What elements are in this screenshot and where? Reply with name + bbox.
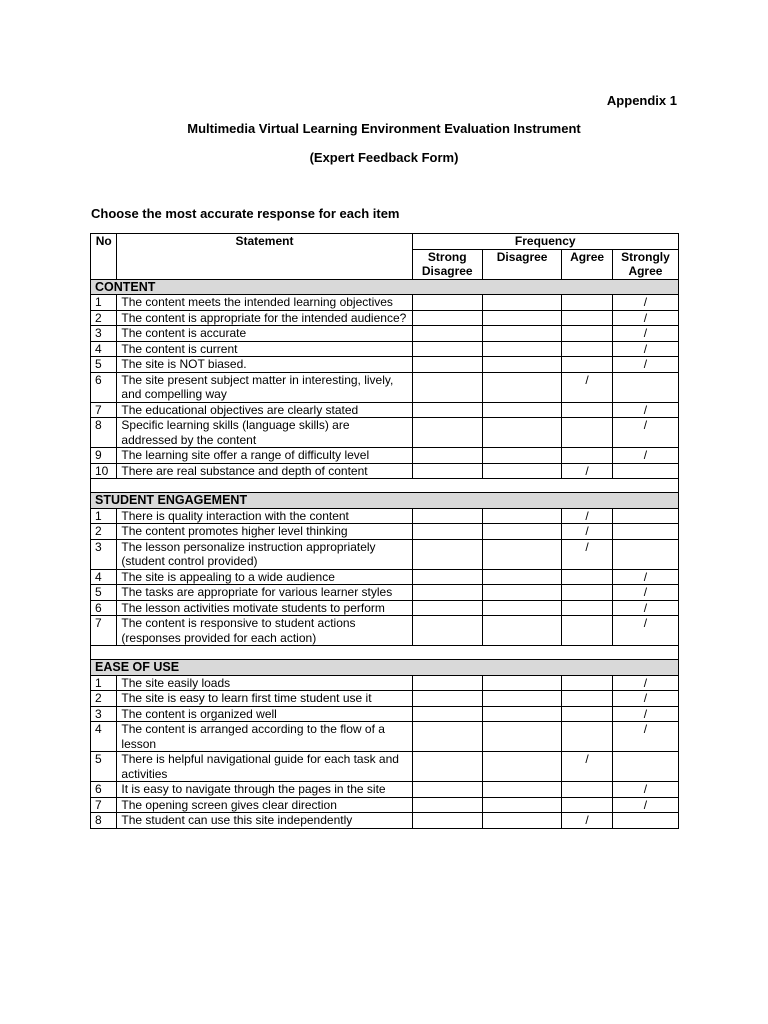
response-cell-strongly-agree[interactable] bbox=[612, 508, 678, 524]
item-statement: The site is easy to learn first time student use it bbox=[117, 691, 412, 707]
response-cell-disagree[interactable] bbox=[482, 310, 561, 326]
section-title: CONTENT bbox=[91, 279, 679, 295]
section-header-row bbox=[91, 279, 679, 295]
table-row bbox=[91, 402, 679, 418]
response-cell-disagree[interactable] bbox=[482, 463, 561, 479]
response-cell-strong-disagree[interactable] bbox=[412, 782, 482, 798]
response-cell-disagree[interactable] bbox=[482, 813, 561, 829]
item-number: 1 bbox=[91, 675, 117, 691]
response-cell-strong-disagree[interactable] bbox=[412, 295, 482, 311]
header-agree: Agree bbox=[562, 249, 613, 279]
response-cell-strong-disagree[interactable] bbox=[412, 813, 482, 829]
item-number: 4 bbox=[91, 341, 117, 357]
response-cell-agree[interactable] bbox=[562, 675, 613, 691]
response-cell-agree[interactable]: / bbox=[562, 508, 613, 524]
table-row bbox=[91, 326, 679, 342]
response-cell-agree[interactable] bbox=[562, 341, 613, 357]
response-cell-disagree[interactable] bbox=[482, 448, 561, 464]
response-cell-strongly-agree[interactable]: / bbox=[612, 691, 678, 707]
section-header-row bbox=[91, 660, 679, 676]
response-cell-strong-disagree[interactable] bbox=[412, 448, 482, 464]
response-cell-strong-disagree[interactable] bbox=[412, 797, 482, 813]
response-cell-strongly-agree[interactable]: / bbox=[612, 310, 678, 326]
item-statement: The opening screen gives clear direction bbox=[117, 797, 412, 813]
item-statement: The site present subject matter in interesting, lively, and compelling way bbox=[117, 372, 412, 402]
item-statement: It is easy to navigate through the pages in the site bbox=[117, 782, 412, 798]
response-cell-strong-disagree[interactable] bbox=[412, 357, 482, 373]
response-cell-disagree[interactable] bbox=[482, 524, 561, 540]
table-row bbox=[91, 675, 679, 691]
item-number: 8 bbox=[91, 418, 117, 448]
item-number: 4 bbox=[91, 569, 117, 585]
table-row bbox=[91, 600, 679, 616]
response-cell-strongly-agree[interactable]: / bbox=[612, 326, 678, 342]
form-subtitle: (Expert Feedback Form) bbox=[309, 150, 459, 165]
table-row bbox=[91, 357, 679, 373]
evaluation-table bbox=[90, 233, 679, 829]
response-cell-strong-disagree[interactable] bbox=[412, 616, 482, 646]
section-title: EASE OF USE bbox=[91, 660, 679, 676]
response-cell-agree[interactable] bbox=[562, 357, 613, 373]
response-cell-agree[interactable]: / bbox=[562, 524, 613, 540]
response-cell-disagree[interactable] bbox=[482, 295, 561, 311]
item-number: 7 bbox=[91, 797, 117, 813]
item-statement: The site is NOT biased. bbox=[117, 357, 412, 373]
response-cell-disagree[interactable] bbox=[482, 600, 561, 616]
table-row bbox=[91, 797, 679, 813]
response-cell-strong-disagree[interactable] bbox=[412, 691, 482, 707]
response-cell-strong-disagree[interactable] bbox=[412, 722, 482, 752]
response-cell-strongly-agree[interactable] bbox=[612, 813, 678, 829]
response-cell-agree[interactable] bbox=[562, 448, 613, 464]
response-cell-agree[interactable] bbox=[562, 569, 613, 585]
appendix-label: Appendix 1 bbox=[606, 93, 677, 108]
item-number: 10 bbox=[91, 463, 117, 479]
response-cell-strongly-agree[interactable] bbox=[612, 463, 678, 479]
response-cell-agree[interactable]: / bbox=[562, 752, 613, 782]
response-cell-strongly-agree[interactable]: / bbox=[612, 295, 678, 311]
item-number: 3 bbox=[91, 706, 117, 722]
response-cell-agree[interactable] bbox=[562, 418, 613, 448]
table-row bbox=[91, 418, 679, 448]
item-number: 6 bbox=[91, 600, 117, 616]
response-cell-strongly-agree[interactable] bbox=[612, 752, 678, 782]
response-cell-agree[interactable]: / bbox=[562, 813, 613, 829]
item-number: 8 bbox=[91, 813, 117, 829]
table-row bbox=[91, 691, 679, 707]
table-row bbox=[91, 508, 679, 524]
header-no: No bbox=[91, 234, 117, 280]
response-cell-agree[interactable]: / bbox=[562, 463, 613, 479]
table-row bbox=[91, 341, 679, 357]
response-cell-strong-disagree[interactable] bbox=[412, 569, 482, 585]
response-cell-strong-disagree[interactable] bbox=[412, 675, 482, 691]
item-statement: There is quality interaction with the content bbox=[117, 508, 412, 524]
response-cell-strongly-agree[interactable]: / bbox=[612, 706, 678, 722]
response-cell-disagree[interactable] bbox=[482, 372, 561, 402]
item-statement: The content is accurate bbox=[117, 326, 412, 342]
response-cell-strongly-agree[interactable]: / bbox=[612, 569, 678, 585]
response-cell-strong-disagree[interactable] bbox=[412, 372, 482, 402]
response-cell-strongly-agree[interactable]: / bbox=[612, 782, 678, 798]
response-cell-agree[interactable] bbox=[562, 691, 613, 707]
response-cell-strong-disagree[interactable] bbox=[412, 463, 482, 479]
response-cell-agree[interactable]: / bbox=[562, 539, 613, 569]
item-statement: The content is responsive to student actions (responses provided for each action) bbox=[117, 616, 412, 646]
item-statement: The tasks are appropriate for various learner styles bbox=[117, 585, 412, 601]
table-row bbox=[91, 722, 679, 752]
response-cell-agree[interactable] bbox=[562, 402, 613, 418]
item-statement: The content is arranged according to the flow of a lesson bbox=[117, 722, 412, 752]
response-cell-disagree[interactable] bbox=[482, 797, 561, 813]
table-row bbox=[91, 585, 679, 601]
item-number: 5 bbox=[91, 752, 117, 782]
item-statement: The content is organized well bbox=[117, 706, 412, 722]
response-cell-strong-disagree[interactable] bbox=[412, 310, 482, 326]
table-row bbox=[91, 616, 679, 646]
response-cell-strongly-agree[interactable]: / bbox=[612, 616, 678, 646]
response-cell-disagree[interactable] bbox=[482, 722, 561, 752]
item-statement: There is helpful navigational guide for each task and activities bbox=[117, 752, 412, 782]
item-number: 2 bbox=[91, 310, 117, 326]
response-cell-disagree[interactable] bbox=[482, 326, 561, 342]
response-cell-strongly-agree[interactable]: / bbox=[612, 418, 678, 448]
item-number: 9 bbox=[91, 448, 117, 464]
form-title: Multimedia Virtual Learning Environment Evaluation Instrument bbox=[187, 121, 581, 136]
response-cell-strong-disagree[interactable] bbox=[412, 524, 482, 540]
response-cell-strong-disagree[interactable] bbox=[412, 752, 482, 782]
table-row bbox=[91, 813, 679, 829]
item-statement: The learning site offer a range of difficulty level bbox=[117, 448, 412, 464]
table-row bbox=[91, 706, 679, 722]
header-strongly-agree: Strongly Agree bbox=[612, 249, 678, 279]
response-cell-disagree[interactable] bbox=[482, 752, 561, 782]
response-cell-agree[interactable] bbox=[562, 600, 613, 616]
response-cell-strongly-agree[interactable]: / bbox=[612, 797, 678, 813]
response-cell-disagree[interactable] bbox=[482, 418, 561, 448]
item-statement: The educational objectives are clearly stated bbox=[117, 402, 412, 418]
item-number: 6 bbox=[91, 372, 117, 402]
table-row bbox=[91, 524, 679, 540]
response-cell-disagree[interactable] bbox=[482, 569, 561, 585]
item-statement: There are real substance and depth of content bbox=[117, 463, 412, 479]
item-number: 1 bbox=[91, 508, 117, 524]
response-cell-disagree[interactable] bbox=[482, 508, 561, 524]
item-number: 5 bbox=[91, 585, 117, 601]
table-row bbox=[91, 782, 679, 798]
response-cell-strong-disagree[interactable] bbox=[412, 418, 482, 448]
response-cell-strongly-agree[interactable]: / bbox=[612, 341, 678, 357]
item-number: 6 bbox=[91, 782, 117, 798]
item-statement: The site is appealing to a wide audience bbox=[117, 569, 412, 585]
item-number: 7 bbox=[91, 616, 117, 646]
response-cell-disagree[interactable] bbox=[482, 706, 561, 722]
response-cell-strongly-agree[interactable]: / bbox=[612, 722, 678, 752]
response-cell-disagree[interactable] bbox=[482, 357, 561, 373]
response-cell-strong-disagree[interactable] bbox=[412, 508, 482, 524]
item-number: 7 bbox=[91, 402, 117, 418]
instruction-text: Choose the most accurate response for each item bbox=[91, 206, 400, 221]
response-cell-strongly-agree[interactable]: / bbox=[612, 448, 678, 464]
header-statement: Statement bbox=[117, 234, 412, 280]
response-cell-strongly-agree[interactable]: / bbox=[612, 675, 678, 691]
item-statement: The student can use this site independently bbox=[117, 813, 412, 829]
item-number: 1 bbox=[91, 295, 117, 311]
item-statement: The content is current bbox=[117, 341, 412, 357]
response-cell-agree[interactable] bbox=[562, 797, 613, 813]
section-title: STUDENT ENGAGEMENT bbox=[91, 493, 679, 509]
response-cell-strong-disagree[interactable] bbox=[412, 402, 482, 418]
item-number: 4 bbox=[91, 722, 117, 752]
response-cell-strong-disagree[interactable] bbox=[412, 600, 482, 616]
response-cell-agree[interactable]: / bbox=[562, 372, 613, 402]
header-strong-disagree: Strong Disagree bbox=[412, 249, 482, 279]
spacer-cell bbox=[91, 479, 679, 493]
table-row bbox=[91, 463, 679, 479]
response-cell-strongly-agree[interactable]: / bbox=[612, 600, 678, 616]
response-cell-disagree[interactable] bbox=[482, 616, 561, 646]
item-statement: The site easily loads bbox=[117, 675, 412, 691]
response-cell-strongly-agree[interactable]: / bbox=[612, 402, 678, 418]
response-cell-agree[interactable] bbox=[562, 782, 613, 798]
table-body bbox=[91, 279, 679, 828]
table-row bbox=[91, 448, 679, 464]
item-number: 3 bbox=[91, 539, 117, 569]
response-cell-strongly-agree[interactable] bbox=[612, 372, 678, 402]
table-row bbox=[91, 295, 679, 311]
response-cell-disagree[interactable] bbox=[482, 782, 561, 798]
response-cell-disagree[interactable] bbox=[482, 691, 561, 707]
response-cell-agree[interactable] bbox=[562, 585, 613, 601]
table-header bbox=[91, 234, 679, 280]
response-cell-strong-disagree[interactable] bbox=[412, 585, 482, 601]
table-row bbox=[91, 569, 679, 585]
response-cell-agree[interactable] bbox=[562, 295, 613, 311]
response-cell-strongly-agree[interactable] bbox=[612, 524, 678, 540]
table-row bbox=[91, 372, 679, 402]
item-statement: The content promotes higher level thinking bbox=[117, 524, 412, 540]
item-number: 2 bbox=[91, 691, 117, 707]
response-cell-disagree[interactable] bbox=[482, 341, 561, 357]
item-number: 2 bbox=[91, 524, 117, 540]
header-frequency: Frequency bbox=[412, 234, 678, 250]
response-cell-strongly-agree[interactable]: / bbox=[612, 585, 678, 601]
item-statement: Specific learning skills (language skills) are addressed by the content bbox=[117, 418, 412, 448]
item-statement: The lesson activities motivate students to perform bbox=[117, 600, 412, 616]
response-cell-strong-disagree[interactable] bbox=[412, 539, 482, 569]
response-cell-agree[interactable] bbox=[562, 310, 613, 326]
item-statement: The content meets the intended learning objectives bbox=[117, 295, 412, 311]
table-row bbox=[91, 310, 679, 326]
response-cell-disagree[interactable] bbox=[482, 402, 561, 418]
response-cell-strongly-agree[interactable] bbox=[612, 539, 678, 569]
response-cell-disagree[interactable] bbox=[482, 539, 561, 569]
item-number: 3 bbox=[91, 326, 117, 342]
spacer-cell bbox=[91, 646, 679, 660]
table-row bbox=[91, 539, 679, 569]
response-cell-agree[interactable] bbox=[562, 326, 613, 342]
response-cell-strong-disagree[interactable] bbox=[412, 706, 482, 722]
response-cell-disagree[interactable] bbox=[482, 585, 561, 601]
response-cell-strong-disagree[interactable] bbox=[412, 326, 482, 342]
item-statement: The lesson personalize instruction appropriately (student control provided) bbox=[117, 539, 412, 569]
response-cell-agree[interactable] bbox=[562, 616, 613, 646]
header-disagree: Disagree bbox=[482, 249, 561, 279]
response-cell-agree[interactable] bbox=[562, 706, 613, 722]
section-header-row bbox=[91, 493, 679, 509]
response-cell-agree[interactable] bbox=[562, 722, 613, 752]
response-cell-disagree[interactable] bbox=[482, 675, 561, 691]
item-number: 5 bbox=[91, 357, 117, 373]
table-row bbox=[91, 752, 679, 782]
response-cell-strongly-agree[interactable]: / bbox=[612, 357, 678, 373]
section-spacer-row bbox=[91, 479, 679, 493]
response-cell-strong-disagree[interactable] bbox=[412, 341, 482, 357]
section-spacer-row bbox=[91, 646, 679, 660]
item-statement: The content is appropriate for the intended audience? bbox=[117, 310, 412, 326]
